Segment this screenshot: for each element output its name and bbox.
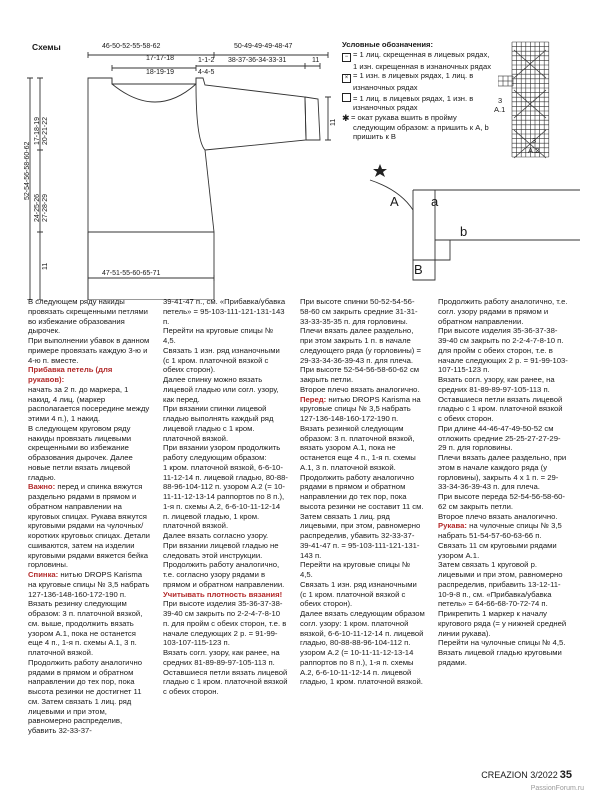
paragraph <box>163 346 288 375</box>
dim-v-armhole-2: 20-21-22 <box>42 116 49 145</box>
paragraph-text: 1 кром. платочной вязкой, 6-6-10-11-12-14 п. лицевой гладью, 80-88-88-96-104-112 п. узором A.2 (= 10-11-11-12-13-14 раппортов по 8 п.), 1-я п. схемы A.2, 6-6-10-11-12-14 п. лицевой гладью, 1 кром. платочной вязкой. <box>163 462 288 531</box>
paragraph-text: Вязать лицевой гладью круговыми рядами. <box>438 648 562 667</box>
pattern-text <box>28 297 573 775</box>
paragraph <box>438 648 568 668</box>
paragraph-text: Связать 11 см круговыми рядами узором A.1. <box>438 540 557 560</box>
paragraph <box>163 560 288 589</box>
dim-v-body-2: 27-28-29 <box>42 193 49 222</box>
seam-label-A: A <box>390 194 399 209</box>
schematic-title: Схемы <box>32 42 61 52</box>
paragraph-text: При длине 44-46-47-49-50-52 см отложить средние 25-25-27-27-29-29 п. для горловины. <box>438 423 561 453</box>
paragraph <box>438 521 568 541</box>
paragraph <box>300 424 425 473</box>
paragraph-text: При вязании лицевой гладью не следовать этой инструкции. <box>163 540 279 560</box>
section-heading: Рукава: <box>438 521 467 531</box>
dim-neck-width-2: 18-19-19 <box>146 69 175 76</box>
paragraph <box>28 424 150 483</box>
paragraph-text: Далее вязать согласно узору. <box>163 531 269 540</box>
paragraph-text: начать за 2 п. до маркера, 1 накид, 4 лиц. (маркер располагается посередине между этими 4 п.), 1 накид. <box>28 384 150 423</box>
dim-v-rib-cuff: 11 <box>330 118 337 126</box>
chart-a1-label: A.1 <box>494 105 506 114</box>
dim-shoulder-b: 4-4-5 <box>198 69 215 76</box>
section-heading: Важно: <box>28 482 56 492</box>
paragraph-text: 39-41-47 п., см. «Прибавка/убавка петель» = 95-103-111-121-131-143 п. <box>163 297 286 326</box>
paragraph <box>300 609 425 687</box>
paragraph-text: Связать 1 изн. ряд изнаночными (с 1 кром. платочной вязкой с обеих сторон). <box>300 579 417 609</box>
paragraph <box>300 395 425 424</box>
paragraph-text: Перейти на круговые спицы № 4,5. <box>300 560 411 579</box>
text-column-4 <box>438 297 568 668</box>
paragraph <box>438 424 568 453</box>
dim-neck-width: 17-17-18 <box>146 55 175 62</box>
paragraph <box>163 404 288 443</box>
paragraph <box>300 365 425 385</box>
paragraph <box>163 590 288 600</box>
seam-label-b: b <box>460 224 468 239</box>
section-heading: Прибавка петель (для рукавов): <box>28 365 113 384</box>
paragraph <box>438 512 568 522</box>
paragraph-text: нитью DROPS Karisma на круговые спицы № 3,5 набрать 127-136-148-160-172-190 п. <box>28 570 150 599</box>
star-icon: ✱ <box>342 112 350 123</box>
paragraph-text: Далее спинку можно вязать лицевой гладью или согл. узору, как перед. <box>163 375 279 404</box>
watermark: PassionForum.ru <box>530 785 584 792</box>
paragraph <box>28 385 150 424</box>
paragraph-text: Перейти на чулочные спицы № 4,5. <box>438 638 566 648</box>
paragraph-text: Затем связать 1 круговой р. лицевыми и при этом, равномерно распределив, прибавить 13-12-11-10-9-8 п., см. «Прибавка/убавка петель» = 64-66-68-70-72-74 п. <box>438 560 563 609</box>
chart-a2-rows: 3 <box>532 136 537 145</box>
paragraph <box>163 599 288 648</box>
paragraph-text: нитью DROPS Karisma на круговые спицы № 3,5 набрать 127-136-148-160-172-190 п. <box>300 394 421 423</box>
dim-bottom: 47-51-55-60-65-71 <box>102 270 161 277</box>
paragraph <box>163 297 288 326</box>
purl-cross-icon: × <box>342 74 351 83</box>
paragraph <box>300 473 425 512</box>
paragraph <box>438 638 568 648</box>
paragraph <box>300 512 425 561</box>
paragraph-text: Продолжить работу аналогично рядами в прямом и обратном направлении до тех пор, пока высота резинки не составит 11 см. <box>300 472 424 511</box>
paragraph-text: Связать 1 изн. ряд изнаночными (с 1 кром. платочной вязкой с обеих сторон). <box>163 345 280 375</box>
section-heading: Учитывать плотность вязания! <box>163 589 283 599</box>
paragraph-text: В следующем круговом ряду накиды провязать лицевыми скрещенными во избежание образования дырочек. Далее новые петли вязать лицевой гладью. <box>28 423 133 482</box>
paragraph-text: Второе плечо вязать аналогично. <box>438 511 558 521</box>
paragraph-text: Вязать согл. узору, как ранее, на средних 81-89-89-97-105-113 п. Оставшиеся петли вязать лицевой гладью с 1 кром. платочной вязкой с обеих сторон. <box>163 648 288 696</box>
dim-v-body: 24-25-26 <box>34 193 41 222</box>
paragraph <box>28 365 150 385</box>
paragraph-text: Вязать резинкой следующим образом: 3 п. платочной вязкой, вязать узором A.1, пока не останется еще 4 п., 1-я п. схемы A.1, 3 п. платочной вязкой. <box>300 423 416 472</box>
paragraph <box>163 443 288 463</box>
paragraph <box>163 463 288 531</box>
paragraph-text: Прикрепить 1 маркер к началу кругового ряда (= у нижней средней линии рукава). <box>438 609 567 638</box>
seam-label-a: a <box>431 194 439 209</box>
star-marker <box>373 164 387 177</box>
paragraph <box>28 599 150 658</box>
text-column-1 <box>28 297 150 736</box>
paragraph <box>163 531 288 541</box>
dim-top-sleeve: 50-49-49-49-48-47 <box>234 43 293 50</box>
dim-shoulder-a: 1-1-2 <box>198 57 215 64</box>
paragraph <box>300 297 425 326</box>
legend-title: Условные обозначения: <box>342 40 434 49</box>
paragraph-text: Продолжить работу аналогично рядами в прямом и обратном направлении до тех пор, пока высота резинки не достигнет 11 см. Затем связать 1 лиц. ряд лицевыми и при этом, равномерно распределив, убавить 32-33-37- <box>28 657 142 735</box>
paragraph <box>300 326 425 365</box>
knit-square-icon <box>342 93 351 102</box>
paragraph <box>163 326 288 346</box>
paragraph <box>163 648 288 697</box>
page-footer <box>481 769 572 781</box>
paragraph <box>438 326 568 375</box>
section-heading: Перед: <box>300 394 327 404</box>
paragraph-text: Вязать резинку следующим образом: 3 п. платочной вязкой, см. выше, продолжить вязать узором A.1, пока не останется еще 4 п., 1-я п. схемы A.1, 3 п. платочной вязкой. <box>28 599 143 657</box>
text-column-3 <box>300 297 425 687</box>
paragraph <box>163 541 288 561</box>
paragraph-text: Продолжить работу аналогично, т.е. согласно узору рядами в прямом и обратном направлении. <box>163 560 285 589</box>
paragraph-text: Плечи вязать далее раздельно, при этом в начале каждого ряда (у горловины), закрыть 4 х 1 п. = 29-33-34-36-39-43 п. для плеча. <box>438 453 567 492</box>
paragraph <box>28 658 150 736</box>
magazine-name: CREAZION 3/2022 <box>481 770 558 780</box>
paragraph <box>438 453 568 492</box>
paragraph-text: В следующем ряду накиды провязать скрещенными петлями во избежание образования дырочек. <box>28 297 148 336</box>
chart-a2-label: A.2 <box>528 146 540 155</box>
legend-item-4: ✱= окат рукава вшить в пройму следующим образом: а пришить к А, b пришить к В <box>342 112 489 142</box>
section-heading: Спинка: <box>28 570 59 579</box>
page-number: 35 <box>559 769 572 781</box>
paragraph <box>438 492 568 512</box>
paragraph-text: При высоте 52-54-56-58-60-62 см закрыть петли. <box>300 365 420 384</box>
text-column-2 <box>163 297 288 697</box>
paragraph-text: При вязании спинки лицевой гладью выполнять каждый ряд лицевой гладью с 1 кром. платочной вязкой. <box>163 404 274 443</box>
paragraph-text: Затем связать 1 лиц. ряд лицевыми, при этом, равномерно распределив, убавить 32-33-37-39-41-47 п. = 95-103-111-121-131-143 п. <box>300 511 421 560</box>
dim-top-body: 46-50-52-55-58-62 <box>102 43 161 50</box>
paragraph-text: При высоте спинки 50-52-54-56-58-60 см закрыть средние 31-31-33-33-35-35 п. для горловины. <box>300 297 418 326</box>
paragraph-text: Перейти на круговые спицы № 4,5. <box>163 326 274 345</box>
legend <box>342 40 492 142</box>
paragraph <box>300 560 425 580</box>
dim-v-armhole: 17-18-19 <box>34 116 41 145</box>
dim-v-total: 52-54-56-58-60-62 <box>24 141 31 200</box>
paragraph-text: При вязании узором продолжить работу следующим образом: <box>163 443 281 462</box>
paragraph <box>28 570 150 599</box>
paragraph-text: Вязать согл. узору, как ранее, на средних 81-89-89-97-105-113 п. Оставшиеся петли вязать лицевой гладью с 1 кром. платочной вязкой с обеих сторон. <box>438 375 563 423</box>
paragraph <box>438 375 568 424</box>
dim-v-rib-bottom: 11 <box>42 262 49 270</box>
paragraph <box>28 336 150 365</box>
dim-sleeve-width: 38-37-36-34-33-31 <box>228 57 287 64</box>
paragraph <box>300 580 425 609</box>
paragraph <box>438 609 568 638</box>
paragraph <box>163 375 288 404</box>
paragraph-text: Плечи вязать далее раздельно, при этом закрыть 1 п. в начале следующего ряда (у горловины) = 29-33-34-36-39-43 п. для плеча. <box>300 326 421 365</box>
paragraph <box>28 297 150 336</box>
paragraph-text: При высоте изделия 35-36-37-38-39-40 см закрыть по 2-2-4-7-8-10 п. для пройм с обеих сторон, т.е. в начале следующих 2 р. = 91-99-103-107-115-123 п. <box>163 599 287 648</box>
paragraph <box>438 541 568 561</box>
paragraph-text: При высоте переда 52-54-56-58-60-62 см закрыть петли. <box>438 492 565 511</box>
dim-cuff: 11 <box>312 57 320 64</box>
paragraph <box>28 482 150 570</box>
paragraph-text: Продолжить работу аналогично, т.е. согл. узору рядами в прямом и обратном направлении. <box>438 297 568 326</box>
legend-item-1: − = 1 лиц. скрещенная в лицевых рядах, 1 изн. скрещенная в изнаночных рядах <box>342 50 492 72</box>
chart-a1-rows: 3 <box>498 96 503 105</box>
paragraph-text: Далее вязать следующим образом согл. узору: 1 кром. платочной вязкой, 6-6-10-11-12-14 п. лицевой гладью, 80-88-88-96-104-112 п. узором A.2 (= 10-11-11-12-13-14 раппортов по 8 п.), 1-я п. схемы A.2, 6-6-10-11-12-14 п. лицевой гладью, 1 кром. платочной вязкой. <box>300 609 425 687</box>
seam-label-B: B <box>414 262 423 277</box>
paragraph-text: перед и спинка вяжутся раздельно рядами в прямом и обратном направлении на круговых спицах. Рукава вяжутся круговыми рядами на чулочных/коротких круговых спицах. Детали сшиваются, затем на изделии круговыми рядами вяжется бейка горловины. <box>28 482 150 570</box>
legend-item-3: = 1 лиц. в лицевых рядах, 1 изн. в изнаночных рядах <box>342 93 492 113</box>
paragraph-text: Второе плечо вязать аналогично. <box>300 384 420 394</box>
paragraph <box>438 560 568 609</box>
paragraph-text: При выполнении убавок в данном примере провязать каждую 3-ю и 4-ю п. вместе. <box>28 336 150 365</box>
paragraph-text: При высоте изделия 35-36-37-38-39-40 см закрыть по 2-2-4-7-8-10 п. для пройм с обеих сторон, т.е. в начале следующих 2 р. = 91-99-103-107-115-123 п. <box>438 326 568 375</box>
twisted-knit-icon: − <box>342 53 351 62</box>
paragraph-text: на чулочные спицы № 3,5 набрать 51-54-57-60-63-66 п. <box>438 521 562 540</box>
paragraph <box>438 297 568 326</box>
paragraph <box>300 385 425 395</box>
legend-item-2: × = 1 изн. в лицевых рядах, 1 лиц. в изнаночных рядах <box>342 71 492 93</box>
